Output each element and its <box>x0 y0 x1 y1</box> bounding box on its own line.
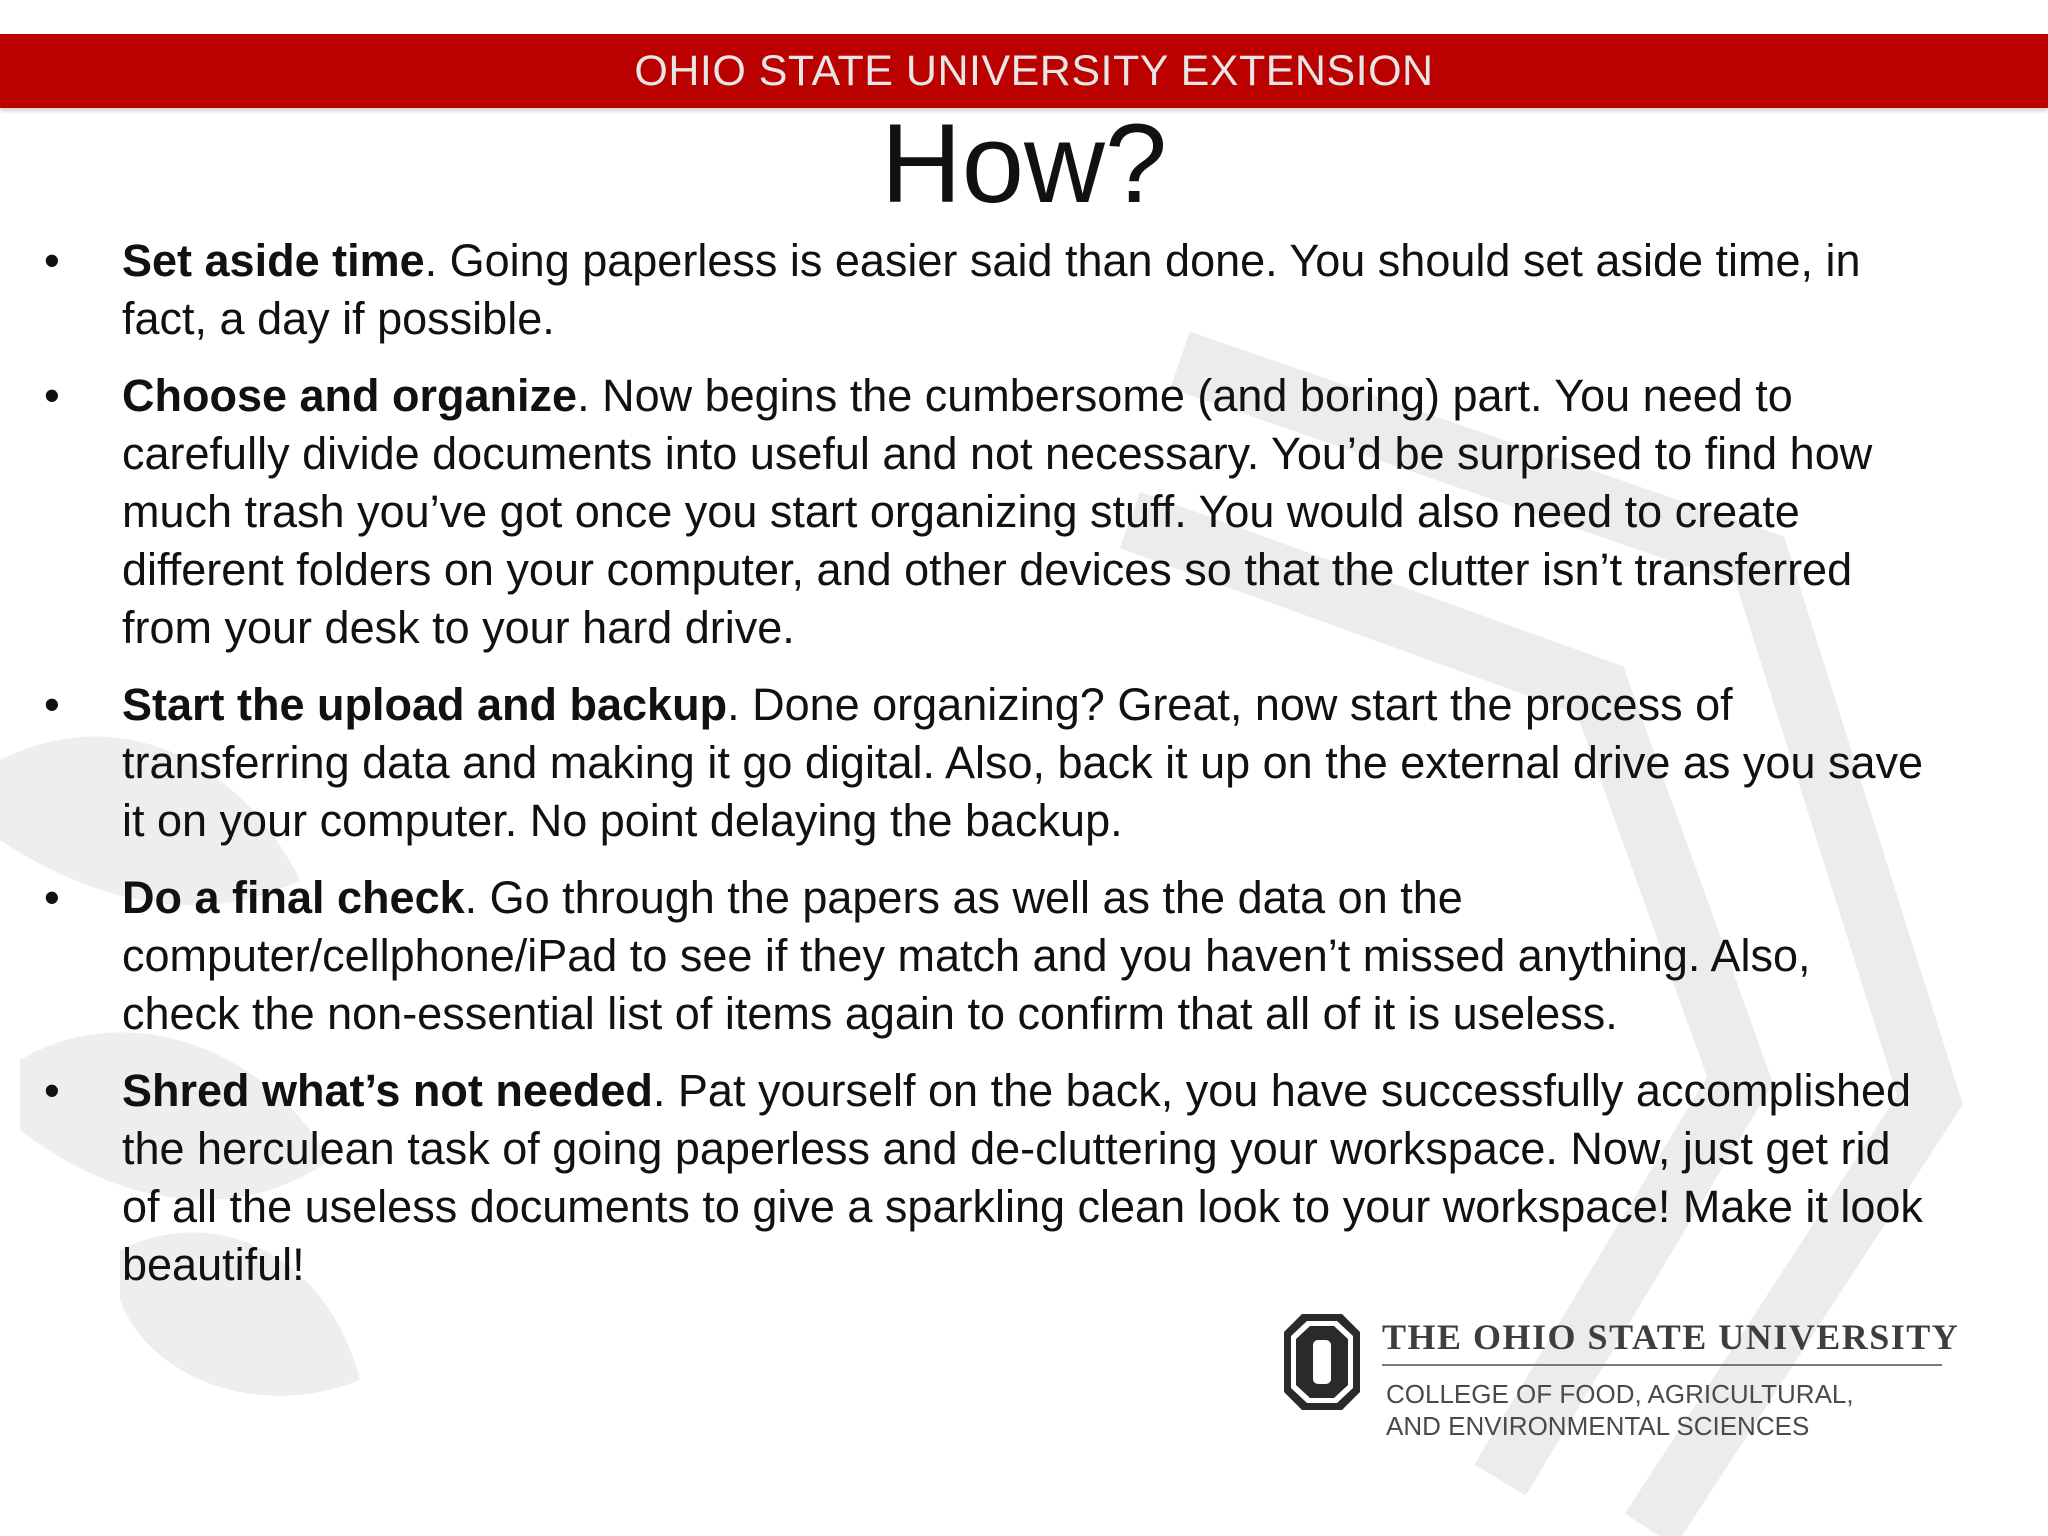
university-name: THE OHIO STATE UNIVERSITY <box>1382 1317 1960 1357</box>
college-name <box>1386 1378 1854 1442</box>
bullet-lead: Choose and organize <box>122 370 578 421</box>
slide-title: How? <box>880 101 1168 226</box>
list-item <box>40 232 1940 348</box>
osu-logo <box>1282 1312 1962 1442</box>
bullet-text: . Now begins the cumbersome (and boring) part. You need to carefully divide documents into useful and not necessary. You’d be surprised to find how much trash you’ve got once you start organizing stuff. You would also need to create different folders on your computer, and other devices so that the clutter isn’t transferred from your desk to your hard drive. <box>122 370 1873 653</box>
bullet-list <box>40 232 1940 1313</box>
banner-title: OHIO STATE UNIVERSITY EXTENSION <box>634 46 1434 95</box>
bullet-text: . Go through the papers as well as the data on the computer/cellphone/iPad to see if they match and you haven’t missed anything. Also, check the non-essential list of items again to confirm that all of it is useless. <box>122 872 1811 1039</box>
college-line-1: COLLEGE OF FOOD, AGRICULTURAL, <box>1386 1379 1854 1409</box>
bullet-lead: Do a final check <box>122 872 465 923</box>
bullet-lead: Set aside time <box>122 235 425 286</box>
list-item <box>40 869 1940 1043</box>
logo-divider <box>1382 1364 1942 1366</box>
bullet-text: . Done organizing? Great, now start the process of transferring data and making it go digital. Also, back it up on the external drive as you save it on your computer. No point delaying the backup. <box>122 679 1924 846</box>
bullet-lead: Start the upload and backup <box>122 679 728 730</box>
block-o-logo-icon <box>1282 1312 1362 1412</box>
bullet-dot: • <box>44 370 60 421</box>
bullet-dot: • <box>44 1065 60 1116</box>
extension-banner <box>0 34 2048 108</box>
list-item <box>40 367 1940 657</box>
college-line-2: AND ENVIRONMENTAL SCIENCES <box>1386 1411 1810 1441</box>
bullet-text: . Pat yourself on the back, you have successfully accomplished the herculean task of going paperless and de-cluttering your workspace. Now, just get rid of all the useless documents to give a sparkling clean look to your workspace! Make it look beautiful! <box>122 1065 1923 1290</box>
bullet-lead: Shred what’s not needed <box>122 1065 653 1116</box>
bullet-dot: • <box>44 872 60 923</box>
bullet-text: . Going paperless is easier said than done. You should set aside time, in fact, a day if possible. <box>122 235 1861 344</box>
list-item <box>40 1062 1940 1294</box>
list-item <box>40 676 1940 850</box>
bullet-dot: • <box>44 679 60 730</box>
bullet-dot: • <box>44 235 60 286</box>
